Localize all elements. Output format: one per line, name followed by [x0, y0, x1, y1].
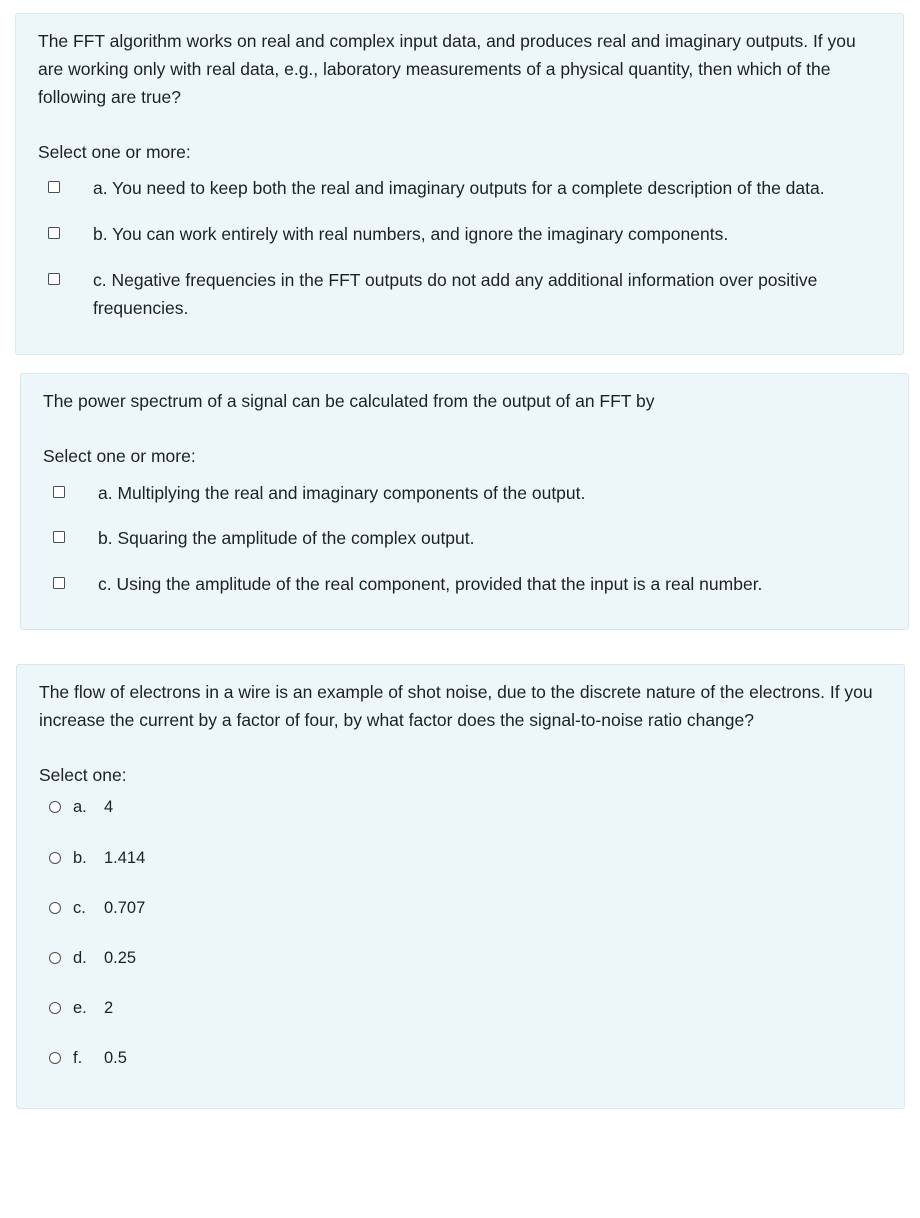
option-label: a. You need to keep both the real and imaginary outputs for a complete description of the data.	[93, 178, 825, 198]
question-card-3	[16, 664, 905, 1109]
checkbox[interactable]	[48, 181, 60, 193]
question-card-2	[20, 373, 909, 630]
checkbox[interactable]	[53, 531, 65, 543]
option-letter: e.	[73, 999, 87, 1017]
option-letter: c.	[73, 899, 86, 917]
question-text: The power spectrum of a signal can be calculated from the output of an FFT by	[43, 391, 655, 411]
question-card-1	[15, 13, 904, 355]
option-a[interactable]	[17, 795, 904, 825]
option-value: 2	[104, 999, 114, 1017]
option-label: b. Squaring the amplitude of the complex output.	[98, 528, 475, 548]
option-f[interactable]	[17, 1046, 904, 1076]
option-letter: d.	[73, 949, 87, 967]
option-value: 4	[104, 798, 114, 816]
radio-button[interactable]	[49, 801, 61, 813]
option-c[interactable]	[16, 266, 903, 324]
checkbox[interactable]	[53, 486, 65, 498]
question-text: The FFT algorithm works on real and complex input data, and produces real and imaginary outputs. If you are working only with real data, e.g., laboratory measurements of a physical quantity, then which of the following are true?	[38, 31, 856, 107]
option-b[interactable]	[16, 220, 903, 250]
checkbox[interactable]	[48, 227, 60, 239]
option-a[interactable]	[21, 479, 908, 509]
radio-button[interactable]	[49, 952, 61, 964]
option-c[interactable]	[21, 570, 908, 600]
option-letter: f.	[73, 1049, 83, 1067]
option-a[interactable]	[16, 174, 903, 204]
option-label: a. Multiplying the real and imaginary components of the output.	[98, 483, 586, 503]
select-prompt: Select one:	[39, 765, 127, 785]
option-value: 0.707	[104, 899, 146, 917]
option-e[interactable]	[17, 996, 904, 1026]
option-label: c. Negative frequencies in the FFT outputs do not add any additional information over positive frequencies.	[93, 270, 818, 318]
option-label: b. You can work entirely with real numbers, and ignore the imaginary components.	[93, 224, 729, 244]
checkbox[interactable]	[48, 273, 60, 285]
select-prompt: Select one or more:	[43, 446, 196, 466]
question-text: The flow of electrons in a wire is an example of shot noise, due to the discrete nature of the electrons. If you increase the current by a factor of four, by what factor does the signal-to-noise ratio change?	[39, 682, 873, 730]
radio-button[interactable]	[49, 852, 61, 864]
option-value: 0.25	[104, 949, 137, 967]
option-value: 1.414	[104, 849, 146, 867]
option-value: 0.5	[104, 1049, 127, 1067]
checkbox[interactable]	[53, 577, 65, 589]
radio-button[interactable]	[49, 902, 61, 914]
radio-button[interactable]	[49, 1002, 61, 1014]
radio-button[interactable]	[49, 1052, 61, 1064]
option-label: c. Using the amplitude of the real component, provided that the input is a real number.	[98, 574, 763, 594]
option-d[interactable]	[17, 946, 904, 976]
option-c[interactable]	[17, 896, 904, 926]
option-letter: b.	[73, 849, 87, 867]
option-b[interactable]	[21, 524, 908, 554]
option-b[interactable]	[17, 846, 904, 876]
select-prompt: Select one or more:	[38, 142, 191, 162]
option-letter: a.	[73, 798, 87, 816]
